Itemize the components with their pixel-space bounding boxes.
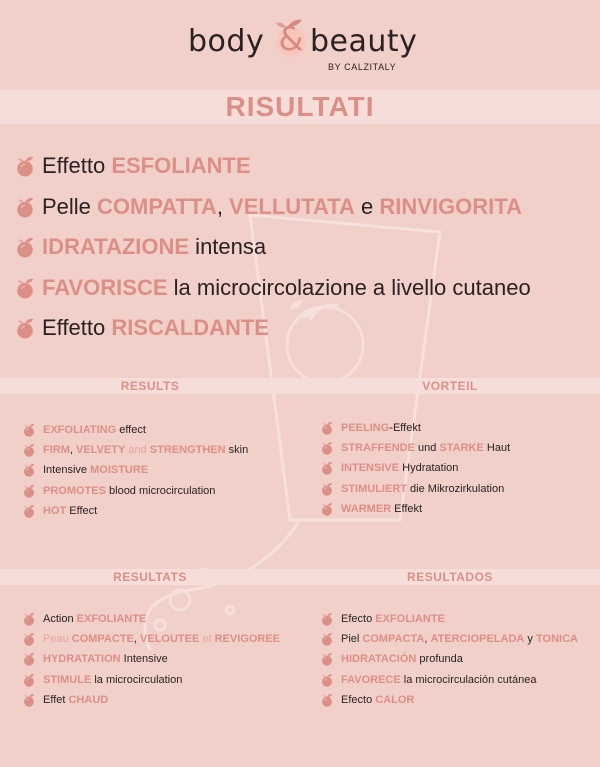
list-item <box>14 146 594 187</box>
logo-word-body: body <box>188 24 265 59</box>
list-item-text: Hydratation <box>399 462 459 475</box>
peach-icon <box>22 443 36 457</box>
list-item-text: profunda <box>416 653 463 666</box>
list-item <box>14 227 594 268</box>
vorteil-list <box>320 418 590 519</box>
list-item-text: blood microcirculation <box>105 484 216 497</box>
list-item <box>14 308 594 349</box>
list-item-text: VELLUTATA <box>229 193 355 219</box>
list-item-text: und <box>414 442 440 455</box>
list-item <box>320 499 590 519</box>
heading-vorteil: VORTEIL <box>422 379 478 393</box>
list-item-text: Haut <box>483 442 511 455</box>
peach-icon <box>320 482 334 496</box>
list-item-text: PROMOTES <box>43 484 106 497</box>
peach-icon <box>22 652 36 666</box>
peach-icon <box>320 652 334 666</box>
list-item-text: , <box>69 444 77 457</box>
list-item-text: , <box>216 193 230 219</box>
list-item-text: FAVORISCE <box>42 274 168 300</box>
peach-icon <box>22 463 36 477</box>
list-item-text: Pelle <box>42 193 98 219</box>
list-item <box>320 438 590 458</box>
peach-icon <box>320 461 334 475</box>
title-band <box>0 90 600 124</box>
list-item-text: STRENGTHEN <box>149 444 226 457</box>
list-item <box>22 501 292 521</box>
list-item-text: Effet <box>43 693 69 706</box>
list-item-text: Intensive <box>43 464 91 477</box>
list-item-text: PEELING <box>341 422 390 434</box>
list-item-text: la microcirculation <box>91 673 183 686</box>
list-item-text: HYDRATATION <box>43 653 121 666</box>
peach-icon <box>22 504 36 518</box>
list-item <box>22 420 292 440</box>
list-item-text: REVIGOREE <box>214 633 281 646</box>
list-item-text: Piel <box>341 633 363 646</box>
peach-icon <box>22 693 36 707</box>
list-item-text: Effect <box>66 504 98 517</box>
list-item-text: INTENSIVE <box>341 462 400 475</box>
list-item-text: la microcirculación cutánea <box>400 673 537 686</box>
list-item-text: FIRM <box>43 444 70 457</box>
list-item-text: Intensive <box>120 653 168 666</box>
list-item <box>320 670 595 690</box>
peach-icon <box>320 441 334 455</box>
list-item-text: ATERCIOPELADA <box>430 633 525 646</box>
list-item-text: die Mikrozirkulation <box>407 482 505 495</box>
list-item-text: la microcircolazione a livello cutaneo <box>167 274 531 300</box>
list-item-text: Peau <box>43 633 72 646</box>
list-item-text: intensa <box>189 234 267 259</box>
peach-icon <box>14 317 36 339</box>
list-item <box>22 629 292 649</box>
list-item <box>22 460 292 480</box>
list-item-text: COMPACTE <box>71 633 134 646</box>
list-item <box>320 458 590 478</box>
peach-icon <box>320 693 334 707</box>
list-item <box>320 690 595 710</box>
section-band-1 <box>0 378 600 394</box>
heading-resultados: RESULTADOS <box>407 570 493 584</box>
list-item-text: FAVORECE <box>341 673 401 686</box>
list-item-text: STARKE <box>439 442 484 455</box>
peach-icon <box>22 423 36 437</box>
list-item <box>22 670 292 690</box>
list-item-text: STIMULIERT <box>341 482 407 495</box>
logo-amp-text: & <box>278 20 304 58</box>
list-item <box>320 609 595 629</box>
list-item <box>320 479 590 499</box>
list-item-text: TONICA <box>536 633 578 646</box>
list-item-text: et <box>199 633 215 646</box>
logo-byline: BY CALZITALY <box>328 62 397 72</box>
list-item-text: Effetto <box>42 153 112 178</box>
list-item-text: VELOUTEE <box>140 633 200 646</box>
list-item-text: RISCALDANTE <box>111 315 269 340</box>
list-item <box>22 649 292 669</box>
list-item-text: effect <box>116 424 146 436</box>
list-item-text: ESFOLIANTE <box>111 153 251 178</box>
logo-word-beauty: beauty <box>310 24 418 59</box>
peach-icon <box>22 632 36 646</box>
logo-ampersand <box>274 18 308 58</box>
peach-icon <box>320 632 334 646</box>
list-item-text: Effekt <box>391 502 423 515</box>
list-item <box>14 268 594 309</box>
heading-resultats: RESULTATS <box>113 570 187 584</box>
list-item-text: e <box>354 193 380 219</box>
list-item <box>320 418 590 438</box>
section-band-2 <box>0 569 600 585</box>
results-list <box>22 420 292 521</box>
peach-icon <box>320 421 334 435</box>
list-item-text: EXFOLIANTE <box>375 613 445 625</box>
peach-icon <box>320 673 334 687</box>
peach-icon <box>22 673 36 687</box>
list-item <box>320 649 595 669</box>
peach-icon <box>14 236 36 258</box>
list-item <box>22 440 292 460</box>
header <box>0 0 600 90</box>
list-item-text: COMPACTA <box>362 633 425 646</box>
peach-icon <box>14 196 36 218</box>
list-item <box>14 187 594 228</box>
resultats-list <box>22 609 292 710</box>
list-item-text: STRAFFENDE <box>341 442 415 455</box>
peach-icon <box>320 612 334 626</box>
resultados-list <box>320 609 595 710</box>
page-title: RISULTATI <box>225 91 375 122</box>
list-item-text: WARMER <box>341 502 392 515</box>
heading-results: RESULTS <box>120 379 180 393</box>
list-item-text: EXFOLIANTE <box>76 613 147 625</box>
list-item-text: STIMULE <box>43 673 92 686</box>
main-results-list <box>14 146 594 349</box>
list-item-text: CALOR <box>375 693 415 706</box>
list-item-text: and <box>125 444 150 457</box>
list-item-text: HOT <box>43 504 67 517</box>
peach-icon <box>22 612 36 626</box>
list-item-text: CHAUD <box>68 693 109 706</box>
list-item <box>320 629 595 649</box>
list-item-text: skin <box>225 444 249 457</box>
list-item <box>22 481 292 501</box>
peach-icon <box>22 484 36 498</box>
list-item-text: Action <box>43 613 77 625</box>
list-item-text: y <box>524 633 536 646</box>
list-item-text: Effetto <box>42 315 112 340</box>
list-item-text: MOISTURE <box>90 464 149 477</box>
list-item-text: EXFOLIATING <box>43 424 117 436</box>
list-item-text: , <box>424 633 431 646</box>
list-item <box>22 609 292 629</box>
list-item-text: -Effekt <box>389 422 421 434</box>
list-item-text: Efecto <box>341 693 376 706</box>
list-item-text: IDRATAZIONE <box>42 234 190 259</box>
list-item-text: HIDRATACIÓN <box>341 653 417 666</box>
list-item-text: COMPATTA <box>97 193 217 219</box>
list-item-text: , <box>133 633 141 646</box>
list-item <box>22 690 292 710</box>
peach-icon <box>14 277 36 299</box>
list-item-text: VELVETY <box>76 444 126 457</box>
list-item-text: RINVIGORITA <box>379 193 522 219</box>
list-item-text: Efecto <box>341 613 376 625</box>
brand-logo <box>188 18 428 78</box>
peach-icon <box>14 155 36 177</box>
peach-icon <box>320 502 334 516</box>
